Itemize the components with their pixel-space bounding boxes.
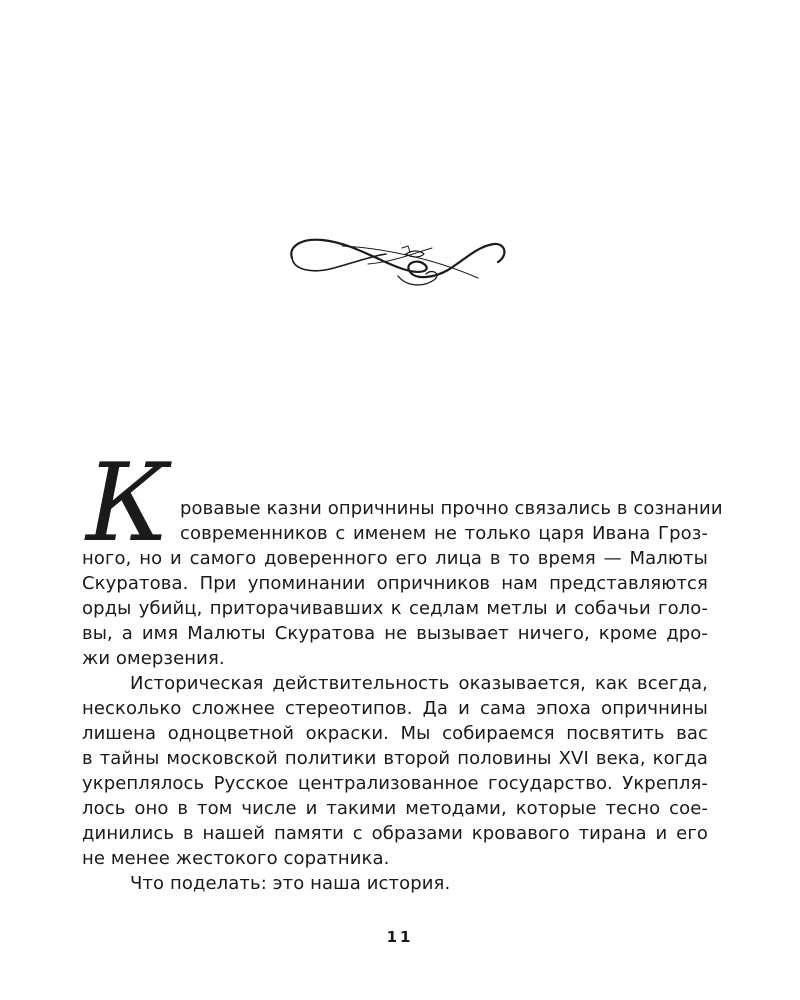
text-line: жи омерзения. — [82, 648, 225, 669]
text-line: Историческая действительность оказывается, как всегда, — [130, 673, 708, 694]
text-line: орды убийц, приторачивавших к седлам метлы и собачьи голо- — [82, 598, 708, 619]
text-line: не менее жестокого соратника. — [82, 848, 390, 869]
text-line: современников с именем не только царя Ивана Гроз- — [180, 523, 708, 544]
text-line: несколько сложнее стереотипов. Да и сама эпоха опричнины — [82, 698, 708, 719]
ornament-flourish-icon — [282, 228, 510, 292]
text-line: вы, а имя Малюты Скуратова не вызывает ничего, кроме дро- — [82, 623, 708, 644]
page-number: 11 — [386, 928, 414, 946]
text-line: ровавые казни опричнины прочно связались в сознании — [180, 498, 723, 519]
text-line: в тайны московской политики второй половины XVI века, когда — [82, 748, 708, 769]
text-line: ного, но и самого доверенного его лица в то время — Малюты — [82, 548, 708, 569]
drop-cap-letter: К — [86, 441, 170, 566]
text-line: лишена одноцветной окраски. Мы собираемся посвятить вас — [82, 723, 708, 744]
text-line: укреплялось Русское централизованное государство. Укрепля- — [82, 773, 708, 794]
text-line: Скуратова. При упоминании опричников нам представляются — [82, 573, 708, 594]
text-line: динились в нашей памяти с образами кровавого тирана и его — [82, 823, 708, 844]
text-line: лось оно в том числе и такими методами, которые тесно сое- — [82, 798, 708, 819]
text-line: Что поделать: это наша история. — [130, 873, 451, 894]
